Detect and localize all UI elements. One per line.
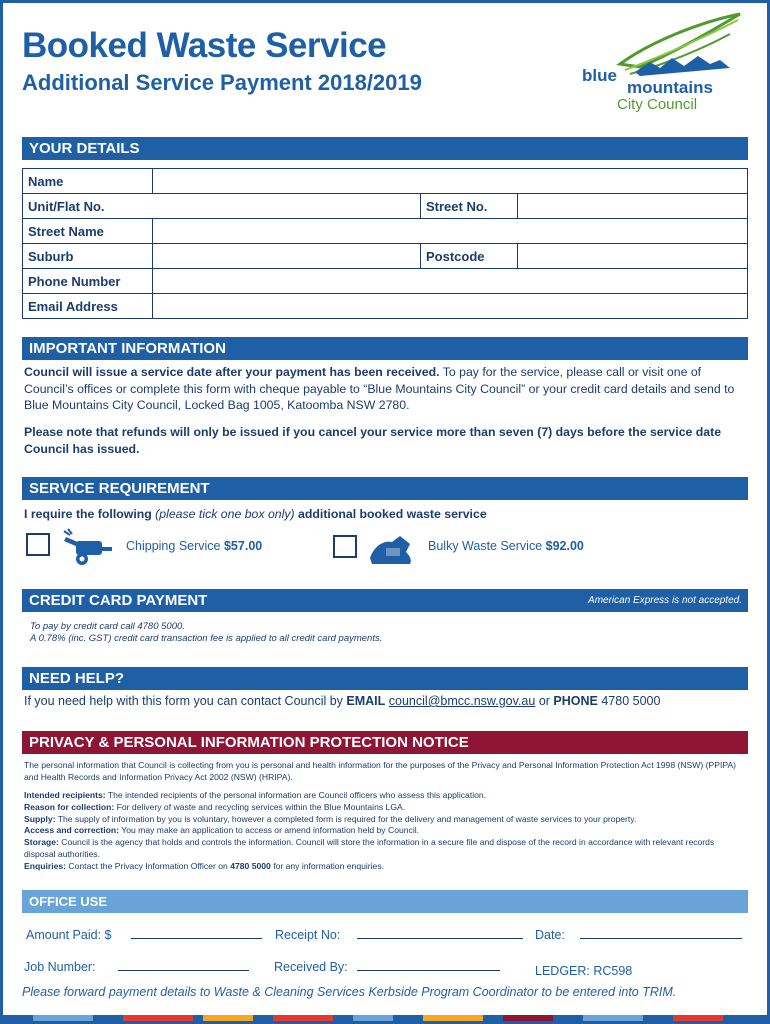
help-email-label: EMAIL — [346, 694, 386, 708]
important-info-heading: IMPORTANT INFORMATION — [22, 337, 748, 360]
chipping-label: Chipping Service — [126, 539, 221, 553]
footer-note: Please forward payment details to Waste & Cleaning Services Kerbside Program Coordinator to be entered into TRIM. — [22, 985, 677, 999]
privacy-storage-text: Council is the agency that holds and controls the information. Council will store the information in a secure file and dispose of the record in accordance with relevant records disposal authorities. — [24, 837, 715, 859]
service-intro — [24, 506, 748, 523]
privacy-recipients-label: Intended recipients: — [24, 790, 106, 800]
logo-text-mountains: mountains — [627, 78, 713, 97]
receipt-no-line[interactable] — [357, 938, 523, 939]
refund-note: Please note that refunds will only be issued if you cancel your service more than seven (7) days before the service date Council has issued. — [24, 425, 722, 456]
amex-note: American Express is not accepted. — [588, 595, 742, 606]
name-field[interactable] — [153, 169, 748, 194]
email-label: Email Address — [23, 294, 153, 319]
form-title: Booked Waste Service — [22, 26, 387, 65]
privacy-enquiries-a: Contact the Privacy Information Officer on — [66, 860, 231, 871]
need-help-heading: NEED HELP? — [22, 667, 748, 690]
form-subtitle: Additional Service Payment 2018/2019 — [22, 70, 422, 95]
privacy-enquiries-phone: 4780 5000 — [230, 860, 271, 871]
postcode-field[interactable] — [518, 244, 748, 269]
receipt-no-label: Receipt No: — [275, 928, 341, 942]
privacy-intro: The personal information that Council is collecting from you is personal and health information for the purposes of the Privacy and Personal Information Protection Act 1998 (NSW) (PPIPA) and Health Records and Information Privacy Act 2002 (NSW) (HRIPA). — [24, 760, 737, 782]
privacy-reason — [24, 802, 748, 814]
received-by-line[interactable] — [357, 970, 500, 971]
email-field[interactable] — [153, 294, 748, 319]
amount-paid-label: Amount Paid: $ — [26, 928, 112, 942]
privacy-access — [24, 825, 748, 837]
privacy-storage — [24, 837, 748, 861]
service-intro-c: additional booked waste service — [294, 507, 487, 521]
privacy-details — [24, 790, 748, 873]
logo-text-city-council: City Council — [617, 96, 698, 113]
street-no-label: Street No. — [421, 194, 518, 219]
privacy-storage-label: Storage: — [24, 837, 59, 848]
unit-flat-label: Unit/Flat No. — [23, 194, 153, 219]
privacy-enquiries-label: Enquiries: — [24, 860, 67, 871]
name-label: Name — [23, 169, 153, 194]
bulky-checkbox[interactable] — [333, 535, 357, 558]
important-info-rest: To pay for the service, please call or visit one of Council’s offices or complete this form with cheque payable to “Blue Mountains City Council” or your credit card details and send to Blue Mountains City Council, Locked Bag 1005, Katoomba NSW 2780. — [24, 365, 735, 412]
privacy-enquiries-b: for any information enquiries. — [270, 860, 385, 871]
help-text — [24, 693, 748, 710]
your-details-heading: YOUR DETAILS — [22, 137, 748, 160]
phone-field[interactable] — [153, 269, 748, 294]
privacy-recipients-text: The intended recipients of the personal information are Council officers who assess this application. — [105, 790, 487, 800]
suburb-field[interactable] — [153, 244, 421, 269]
help-phone-label: PHONE — [553, 694, 598, 708]
privacy-supply-text: The supply of information by you is voluntary, however a completed form is required for the delivery and management of waste services to your property. — [55, 813, 637, 824]
help-or: or — [535, 694, 554, 708]
credit-card-title: CREDIT CARD PAYMENT — [29, 592, 208, 609]
job-number-line[interactable] — [118, 970, 249, 971]
privacy-recipients — [24, 790, 748, 802]
street-no-field[interactable] — [518, 194, 748, 219]
service-requirement-heading: SERVICE REQUIREMENT — [22, 477, 748, 500]
service-intro-a: I require the following — [24, 507, 156, 521]
service-intro-b: (please tick one box only) — [155, 507, 295, 521]
street-name-field[interactable] — [153, 219, 748, 244]
privacy-supply-label: Supply: — [24, 813, 56, 824]
phone-label: Phone Number — [23, 269, 153, 294]
bulky-label: Bulky Waste Service — [428, 539, 543, 553]
bulky-price: $92.00 — [545, 539, 584, 553]
street-name-label: Street Name — [23, 219, 153, 244]
privacy-access-text: You may make an application to access or amend information held by Council. — [119, 825, 420, 836]
bulky-waste-icon — [366, 528, 418, 568]
job-number-label: Job Number: — [24, 960, 96, 974]
ledger-code: LEDGER: RC598 — [535, 964, 633, 978]
privacy-reason-label: Reason for collection: — [24, 801, 115, 812]
privacy-heading: PRIVACY & PERSONAL INFORMATION PROTECTION NOTICE — [22, 731, 748, 754]
chipping-price: $57.00 — [223, 539, 263, 553]
amount-paid-line[interactable] — [131, 938, 262, 939]
help-phone: 4780 5000 — [601, 694, 661, 708]
suburb-label: Suburb — [23, 244, 153, 269]
unit-flat-field[interactable] — [153, 194, 421, 219]
help-email-link[interactable]: council@bmcc.nsw.gov.au — [388, 694, 536, 708]
details-table — [22, 168, 748, 319]
postcode-label: Postcode — [421, 244, 518, 269]
privacy-enquiries — [24, 861, 748, 873]
privacy-reason-text: For delivery of waste and recycling services within the Blue Mountains LGA. — [114, 801, 406, 812]
privacy-supply — [24, 814, 748, 826]
important-info-para1 — [24, 364, 748, 414]
credit-card-fee-note: A 0.78% (inc. GST) credit card transaction fee is applied to all credit card payments. — [30, 633, 383, 644]
important-info-bold: Council will issue a service date after your payment has been received. — [24, 365, 440, 379]
credit-card-phone-note: To pay by credit card call 4780 5000. — [30, 621, 185, 632]
office-use-heading: OFFICE USE — [22, 890, 748, 913]
credit-card-heading — [22, 589, 748, 612]
chipping-service-option — [126, 539, 262, 553]
wood-chipper-icon — [62, 527, 116, 567]
logo-text-blue: blue — [582, 66, 617, 85]
help-text-a: If you need help with this form you can contact Council by — [24, 694, 347, 708]
date-label: Date: — [535, 928, 565, 942]
bulky-service-option — [428, 539, 584, 553]
received-by-label: Received By: — [274, 960, 348, 974]
footer-stripe — [3, 1015, 767, 1021]
chipping-checkbox[interactable] — [26, 533, 50, 556]
privacy-access-label: Access and correction: — [24, 825, 120, 836]
date-line[interactable] — [580, 938, 742, 939]
